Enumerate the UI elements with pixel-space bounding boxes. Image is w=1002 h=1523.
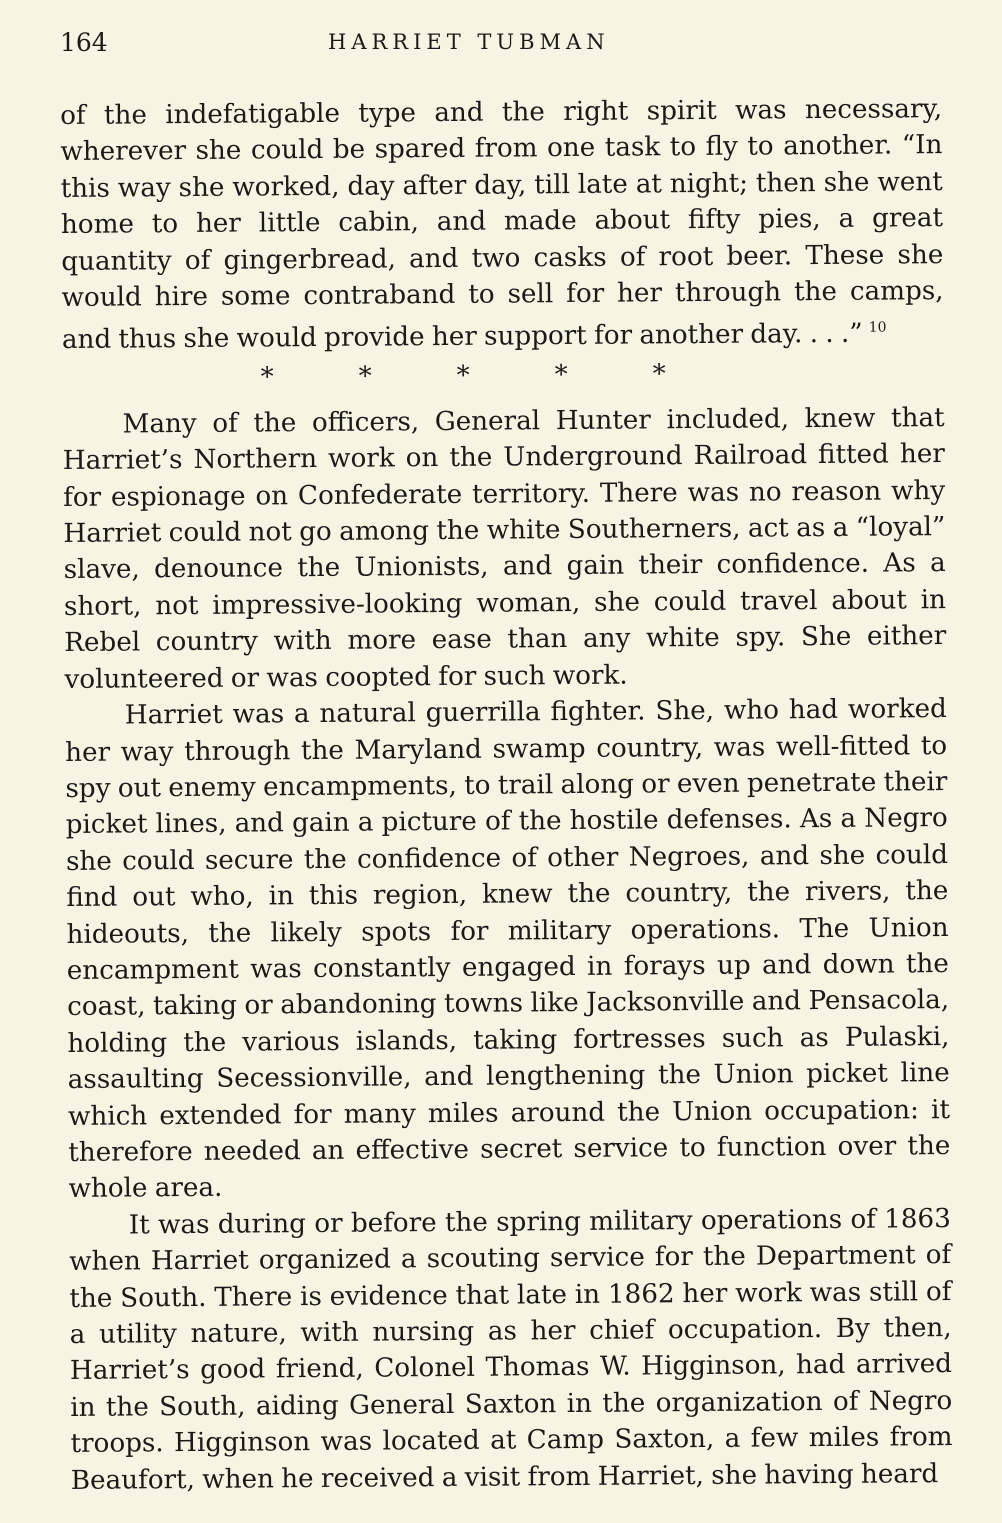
- paragraph-1-text: of the indefatigable type and the right spirit was necessary, wherever she could be spared from one task to fly to another. “In this way she worked, day after day, till late at night; then she went home to her little cabin, and made about fifty pies, a great quantity of gingerbread, and two casks of root beer. These she would hire some contraband to sell for her through the camps, and thus she would provide her support for another day. . . .”: [60, 94, 944, 356]
- page-number: 164: [60, 28, 108, 57]
- running-title: HARRIET TUBMAN: [328, 30, 610, 54]
- section-break-asterisk: *: [260, 362, 274, 393]
- running-head: [60, 22, 942, 66]
- paragraph-continued: [60, 91, 944, 359]
- paragraph-scouting-service: It was during or before the spring military operations of 1863 when Harriet organized a scouting service for the Department of the South. There is evidence that late in 1862 her work was still of a utility nature, with nursing as her chief occupation. By then, Harriet’s good friend, Colonel Thomas W. Higginson, had arrived in the South, aiding General Saxton in the organization of Negro troops. Higginson was located at Camp Saxton, a few miles from Beaufort, when he received a visit from Harriet, she having heard: [69, 1203, 953, 1496]
- section-break-asterisk: *: [456, 360, 470, 391]
- body-text: [60, 91, 953, 1499]
- footnote-reference: 10: [868, 319, 887, 337]
- section-break-asterisk: *: [554, 359, 568, 390]
- section-break-asterisk: *: [652, 359, 666, 390]
- section-break-asterisk: *: [358, 361, 372, 392]
- section-break: [62, 352, 944, 395]
- paragraph-officers: Many of the officers, General Hunter included, knew that Harriet’s Northern work on the Underground Railroad fitted her for espionage on Confederate territory. There was no reason why Harriet could not go among the white Southerners, act as a “loyal” slave, denounce the Unionists, and gain their confidence. As a short, not impressive-looking woman, she could travel about in Rebel country with more ease than any white spy. She either volunteered or was coopted for such work.: [62, 402, 947, 695]
- paragraph-guerrilla-fighter: Harriet was a natural guerrilla fighter. She, who had worked her way through the Maryland swamp country, was well-fitted to spy out enemy encampments, to trail along or even penetrate their picket lines, and gain a picture of the hostile defenses. As a Negro she could secure the confidence of other Negroes, and she could find out who, in this region, knew the country, the rivers, the hideouts, the likely spots for military operations. The Union encampment was constantly engaged in forays up and down the coast, taking or abandoning towns like Jacksonville and Pensacola, holding the various islands, taking fortresses such as Pulaski, assaulting Secessionville, and lengthening the Union picket line which extended for many miles around the Union occupation: it therefore needed an effective secret service to function over the whole area.: [65, 694, 951, 1205]
